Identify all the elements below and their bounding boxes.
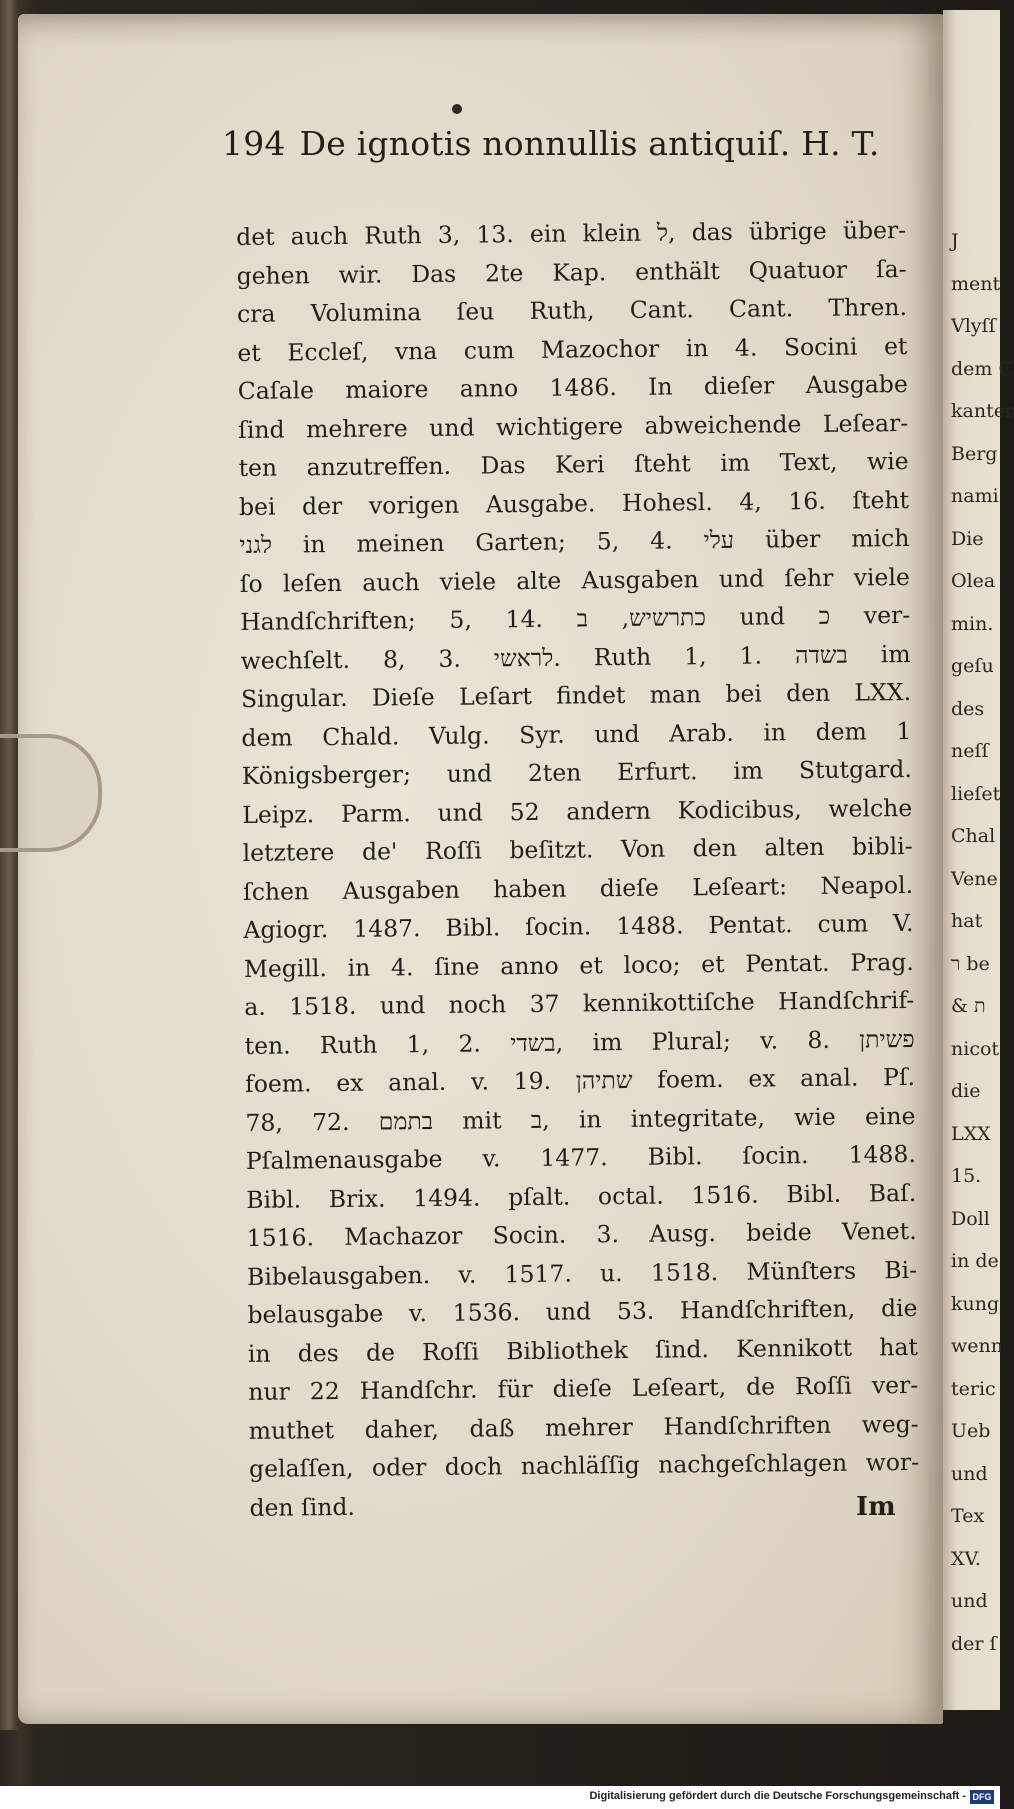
ornament-dot xyxy=(452,104,462,114)
page-number: 194 xyxy=(222,124,286,163)
text-line: Bibl. Brix. 1494. pſalt. octal. 1516. Bibl. Baſ. xyxy=(246,1178,917,1214)
facing-page-fragment: wenn xyxy=(951,1335,1003,1357)
footer-credit: Digitalisierung gefördert durch die Deutsche Forschungsgemeinschaft - xyxy=(589,1790,966,1802)
text-line: 78, 72. בתמם mit ב, in integritate, wie eine xyxy=(245,1101,916,1137)
facing-page-fragment: Tex xyxy=(951,1505,985,1527)
text-line: dem Chald. Vulg. Syr. und Arab. in dem 1 xyxy=(241,716,912,752)
text-line: Singular. Dieſe Leſart findet man bei den LXX. xyxy=(240,677,912,713)
text-line: bei der vorigen Ausgabe. Hohesl. 4, 16. ſteht xyxy=(238,485,910,521)
facing-page-fragment: die xyxy=(951,1080,981,1102)
facing-page-fragment: teric xyxy=(951,1377,996,1400)
text-line: Caſale maiore anno 1486. In dieſer Ausgabe xyxy=(237,369,908,405)
text-line: nur 22 Handſchr. für dieſe Leſeart, de Roſſi ver- xyxy=(248,1370,919,1406)
right-facing-page xyxy=(943,10,1014,1710)
text-line: Handſchriften; 5, 14. כתרשיש, ב und כ ver- xyxy=(240,600,911,636)
facing-page-fragment: J xyxy=(951,230,959,252)
facing-page-fragment: Olea xyxy=(951,570,996,592)
text-line: foem. ex anal. v. 19. שתיהן foem. ex anal. Pſ. xyxy=(244,1062,916,1098)
facing-page-fragment: in de xyxy=(951,1250,999,1272)
facing-page-fragment: Vene xyxy=(951,867,998,890)
facing-page-fragment: hat xyxy=(951,910,983,932)
facing-page-fragment: Die xyxy=(951,527,984,550)
digitization-footer xyxy=(0,1786,1000,1809)
facing-page-fragment: XV. xyxy=(951,1547,981,1570)
facing-page-fragment: & ת xyxy=(951,995,986,1017)
running-head xyxy=(222,124,902,163)
text-line: gehen wir. Das 2te Kap. enthält Quatuor ſa- xyxy=(236,254,907,290)
text-line: Königsberger; und 2ten Erfurt. im Stutgard. xyxy=(241,754,912,790)
catchword: Im xyxy=(856,1492,896,1522)
text-line: 1516. Machazor Socin. 3. Ausg. beide Venet. xyxy=(246,1216,917,1252)
facing-page-fragment: des xyxy=(951,697,985,720)
facing-page-fragment: lieſet xyxy=(951,782,1001,805)
dfg-logo: DFG xyxy=(970,1790,994,1804)
facing-page-fragment: Doll xyxy=(951,1207,990,1230)
text-line: cra Volumina ſeu Ruth, Cant. Cant. Thren. xyxy=(236,292,908,328)
text-line: Pſalmenausgabe v. 1477. Bibl. ſocin. 1488. xyxy=(245,1139,916,1175)
text-line: letztere de' Roſſi beſitzt. Von den alten bibli- xyxy=(242,831,913,867)
facing-page-fragment: nami xyxy=(951,485,999,507)
text-line: gelaſſen, oder doch nachläſſig nachgeſchlagen wor- xyxy=(248,1447,920,1483)
text-line: wechſelt. 8, 3. לראשי. Ruth 1, 1. בשדה im xyxy=(240,639,911,675)
facing-page-fragment: geſu xyxy=(951,655,994,677)
text-line: et Eccleſ, vna cum Mazochor in 4. Socini et xyxy=(237,331,908,367)
page-tab-loop xyxy=(0,734,102,852)
text-line: ten anzutreffen. Das Keri ſteht im Text, wie xyxy=(238,446,909,482)
text-line: belausgabe v. 1536. und 53. Handſchriften, die xyxy=(247,1293,918,1329)
text-line: det auch Ruth 3, 13. ein klein ל, das übrige über- xyxy=(236,215,907,251)
body-text xyxy=(236,211,920,1527)
facing-page-fragment: der ſ xyxy=(951,1632,997,1655)
text-line: Megill. in 4. ſine anno et loco; et Pentat. Prag. xyxy=(243,947,914,983)
text-line: Leipz. Parm. und 52 andern Kodicibus, welche xyxy=(242,793,913,829)
text-line: ſchen Ausgaben haben dieſe Leſeart: Neapol. xyxy=(242,870,914,906)
text-line: Agiogr. 1487. Bibl. ſocin. 1488. Pentat. cum V. xyxy=(243,908,914,944)
facing-page-fragment: kung xyxy=(951,1292,1000,1315)
facing-page-fragment: ר be xyxy=(951,952,990,975)
facing-page-fragment: Ueb xyxy=(951,1420,991,1442)
facing-page-fragment: ment xyxy=(951,272,1001,295)
text-line: ten. Ruth 1, 2. בשדי, im Plural; v. 8. פשיתן xyxy=(244,1024,915,1060)
facing-page-fragment: min. xyxy=(951,612,994,635)
facing-page-fragment: 15. xyxy=(951,1165,982,1187)
facing-page-fragment: dem C xyxy=(951,357,1014,380)
facing-page-fragment: Vlyſſ xyxy=(951,315,996,337)
facing-page-fragment: und xyxy=(951,1462,988,1485)
text-line: a. 1518. und noch 37 kennikottiſche Handſchrif- xyxy=(244,985,915,1021)
facing-page-fragment: und xyxy=(951,1590,988,1612)
facing-page-fragment: kanter xyxy=(951,400,1014,422)
text-line: in des de Roſſi Bibliothek ſind. Kennikott hat xyxy=(247,1332,919,1368)
book-cover-edge xyxy=(0,0,18,1730)
text-line: ſo leſen auch viele alte Ausgaben und ſehr viele xyxy=(239,562,910,598)
facing-page-fragment: nicot xyxy=(951,1037,1000,1060)
facing-page-fragment: Berg xyxy=(951,442,998,465)
text-line: muthet daher, daß mehrer Handſchriften weg- xyxy=(248,1409,919,1445)
facing-page-fragment: Chal xyxy=(951,825,996,847)
facing-page-fragment: neſſ xyxy=(951,740,989,762)
facing-page-text xyxy=(951,220,1014,1665)
text-line: den ſind. xyxy=(249,1492,356,1522)
text-line: Bibelausgaben. v. 1517. u. 1518. Münſters Bi- xyxy=(246,1255,918,1291)
text-line: לגני in meinen Garten; 5, 4. עלי über mich xyxy=(239,523,910,559)
facing-page-fragment: LXX xyxy=(951,1122,991,1145)
text-line: ſind mehrere und wichtigere abweichende Leſear- xyxy=(238,408,909,444)
running-title: De ignotis nonnullis antiquiſ. H. T. xyxy=(299,124,880,163)
